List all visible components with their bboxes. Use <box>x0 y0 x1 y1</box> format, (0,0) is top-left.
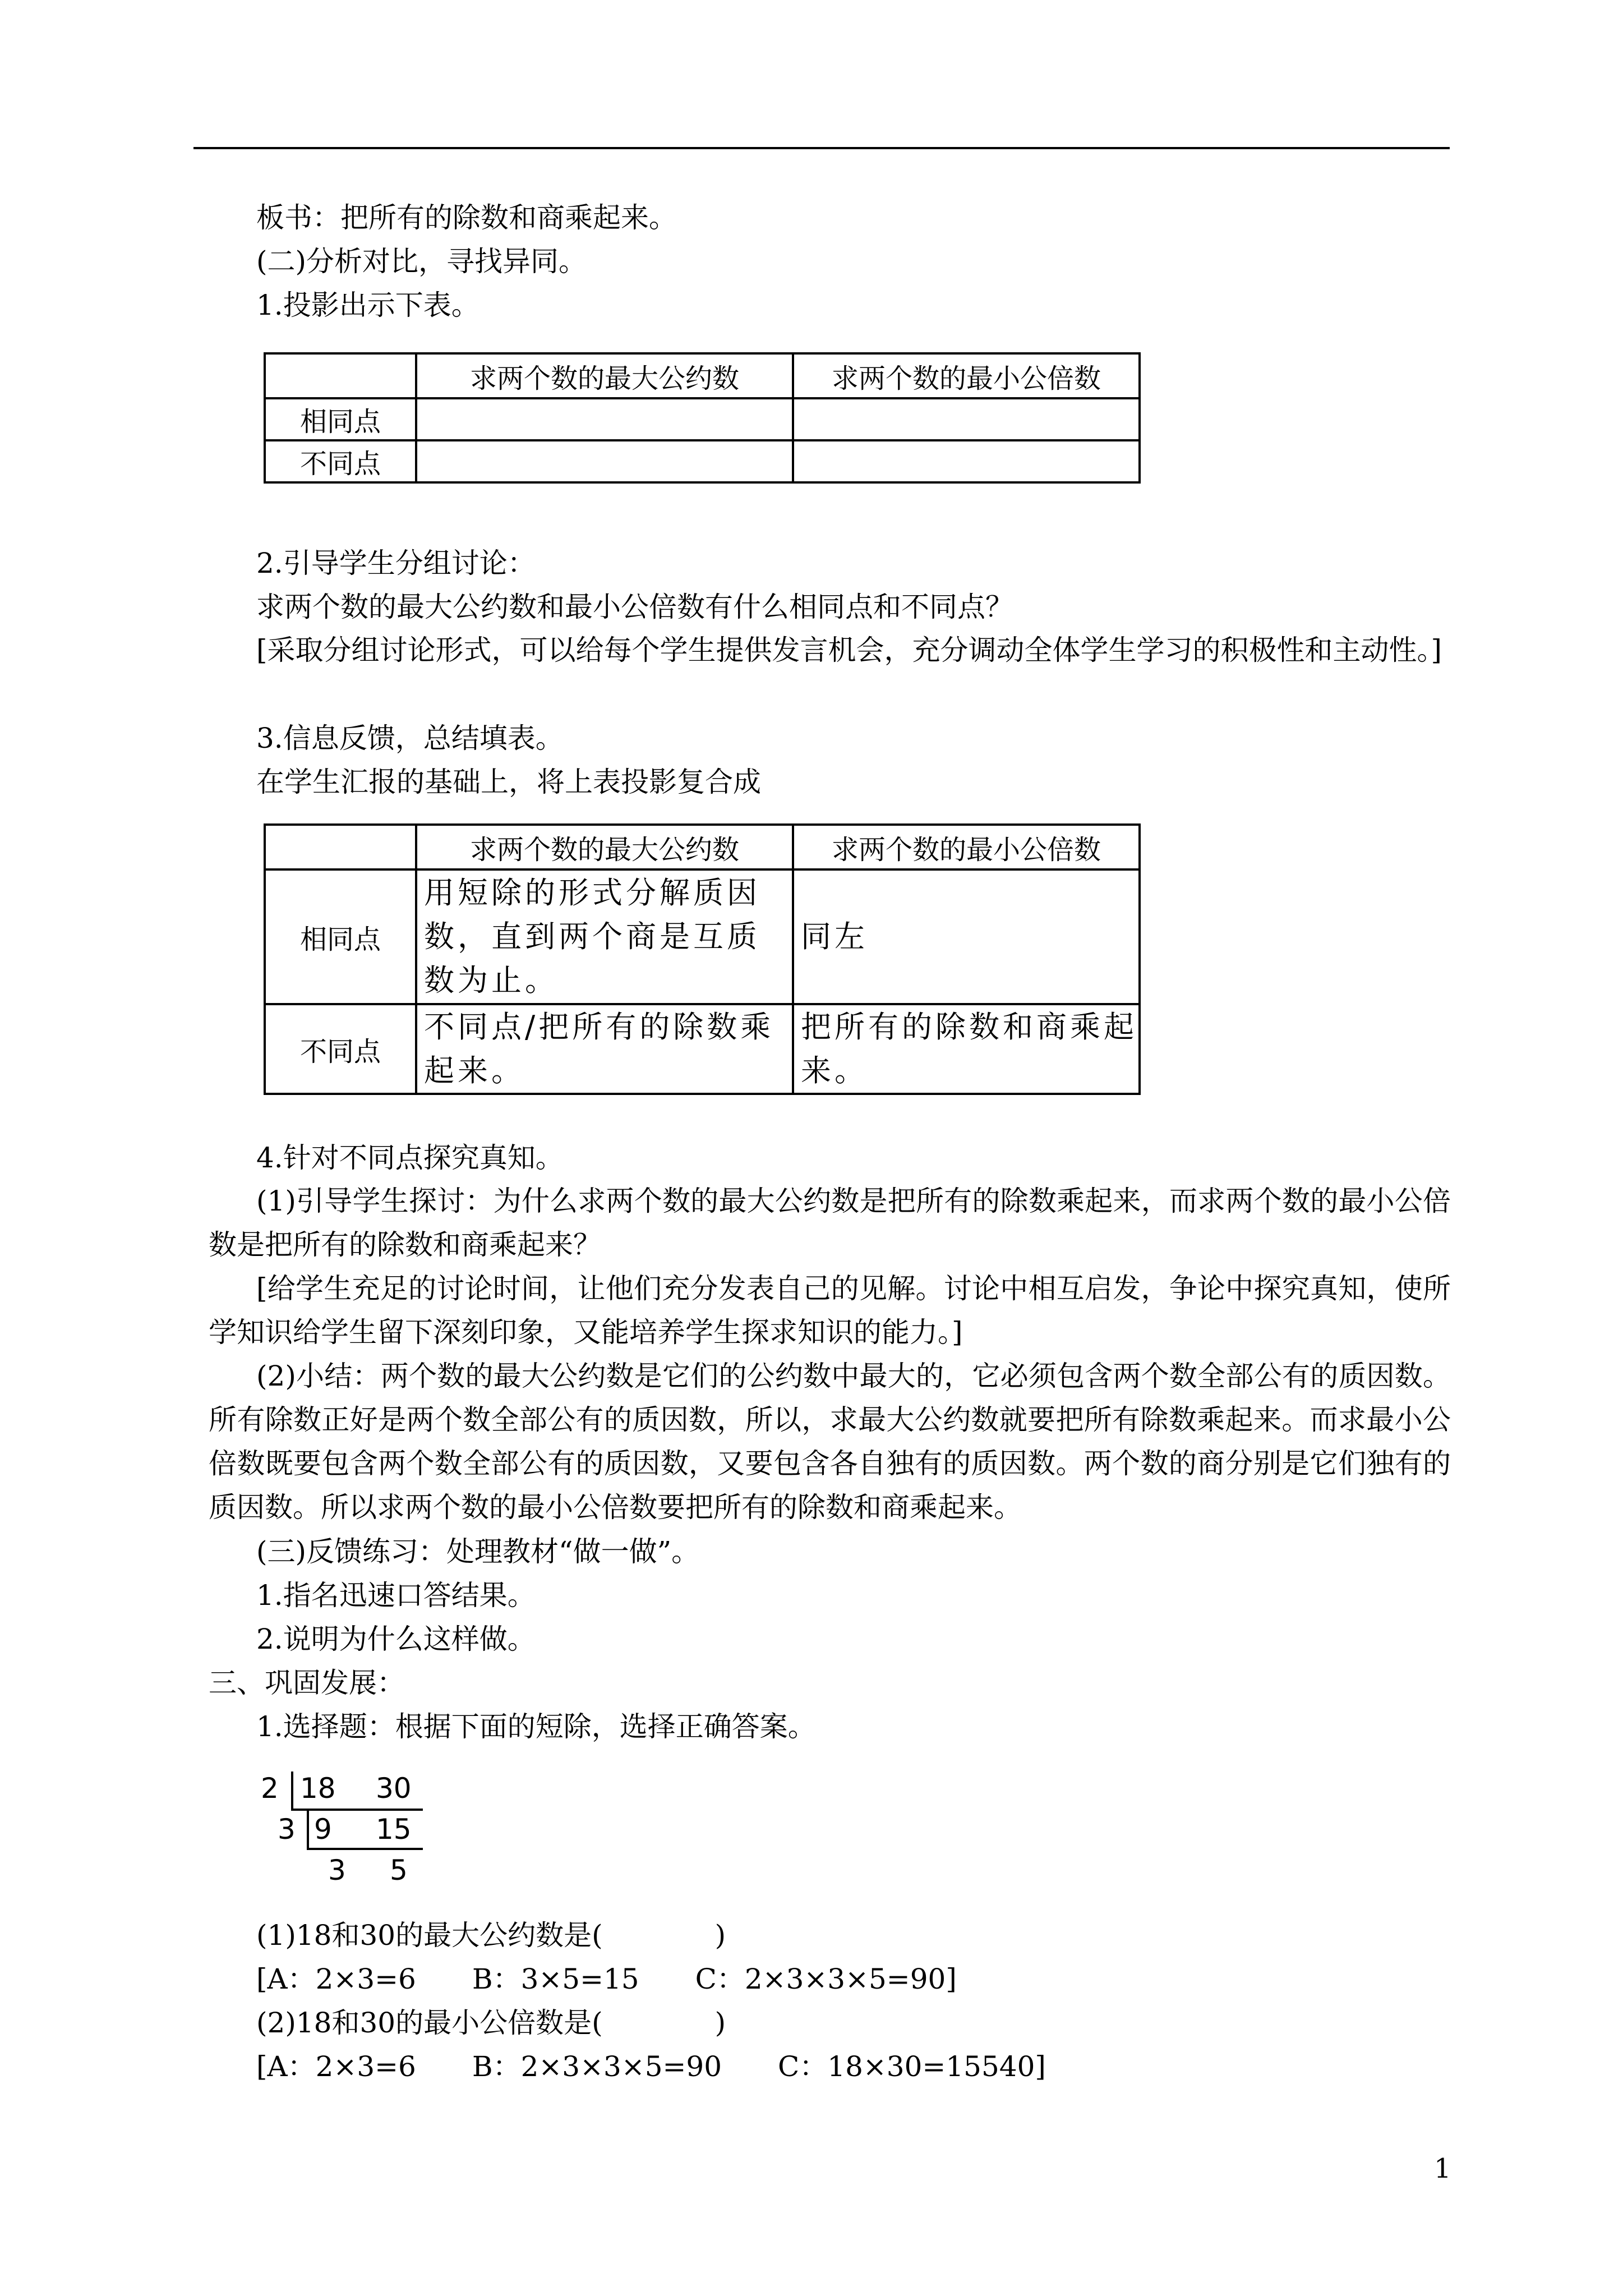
design-note-1: [采取分组讨论形式，可以给每个学生提供发言机会，充分调动全体学生学习的积极性和主动性。] <box>256 634 1442 666</box>
table-corner <box>265 825 416 869</box>
choice-question-intro: 1.选择题：根据下面的短除，选择正确答案。 <box>256 1710 816 1743</box>
final-quotient: 5 <box>390 1854 408 1887</box>
question-2: (2)18和30的最小公倍数是( ) <box>256 2007 726 2039</box>
step-2: 2.引导学生分组讨论： <box>256 547 536 579</box>
row-label: 不同点 <box>265 1004 416 1094</box>
table-cell <box>416 440 793 482</box>
table-cell: 不同点/把所有的除数乘起来。 <box>416 1004 793 1094</box>
discussion-question: 求两个数的最大公约数和最小公倍数有什么相同点和不同点？ <box>256 591 1013 623</box>
question-1: (1)18和30的最大公约数是( ) <box>256 1919 726 1952</box>
practice-1: 1.指名迅速口答结果。 <box>256 1579 536 1612</box>
table-header: 求两个数的最小公倍数 <box>793 825 1140 869</box>
table-cell <box>416 398 793 440</box>
header-rule <box>193 147 1450 149</box>
section-heading-2: (二)分析对比，寻找异同。 <box>256 245 587 278</box>
dividend: 30 <box>376 1772 412 1805</box>
question-2-options: [A：2×3=6 B：2×3×3×5=90 C：18×30=15540] <box>256 2050 1046 2083</box>
design-note-2: [给学生充足的讨论时间，让他们充分发表自己的见解。讨论中相互启发，争论中探究真知，使所学知识给学生留下深刻印象，又能培养学生探求知识的能力。] <box>209 1272 1451 1349</box>
quotient: 15 <box>376 1813 412 1846</box>
dividend: 18 <box>300 1772 336 1805</box>
question-1-options: [A：2×3=6 B：3×5=15 C：2×3×3×5=90] <box>256 1963 957 1995</box>
table-cell: 把所有的除数和商乘起来。 <box>793 1004 1140 1094</box>
practice-2: 2.说明为什么这样做。 <box>256 1623 536 1655</box>
table-cell: 同左 <box>793 869 1140 1004</box>
final-quotient: 3 <box>328 1854 346 1887</box>
guided-question: (1)引导学生探讨：为什么求两个数的最大公约数是把所有的除数乘起来，而求两个数的最小公倍数是把所有的除数和商乘起来？ <box>209 1185 1451 1261</box>
step-3-detail: 在学生汇报的基础上，将上表投影复合成 <box>256 766 761 798</box>
step-3: 3.信息反馈，总结填表。 <box>256 722 564 754</box>
page-number: 1 <box>1434 2153 1451 2184</box>
row-label: 相同点 <box>265 398 416 440</box>
table-cell: 用短除的形式分解质因数，直到两个商是互质数为止。 <box>416 869 793 1004</box>
summary: (2)小结：两个数的最大公约数是它们的公约数中最大的，它必须包含两个数全部公有的质因数。所有除数正好是两个数全部公有的质因数，所以，求最大公约数就要把所有除数乘起来。而求最小公倍数既要包含两个数全部公有的质因数，又要包含各自独有的质因数。两个数的商分别是它们独有的质因数。所以求两个数的最小公倍数要把所有的除数和商乘起来。 <box>209 1360 1451 1524</box>
comparison-table-filled <box>264 823 1141 1095</box>
divisor: 2 <box>261 1772 279 1805</box>
quotient: 9 <box>314 1813 332 1846</box>
table-cell <box>793 398 1140 440</box>
table-header: 求两个数的最小公倍数 <box>793 353 1140 398</box>
table-cell <box>793 440 1140 482</box>
comparison-table-empty <box>264 352 1141 484</box>
row-label: 不同点 <box>265 440 416 482</box>
board-note: 板书：把所有的除数和商乘起来。 <box>256 201 677 234</box>
section-heading-3: (三)反馈练习：处理教材“做一做”。 <box>256 1535 700 1568</box>
table-header: 求两个数的最大公约数 <box>416 353 793 398</box>
table-header: 求两个数的最大公约数 <box>416 825 793 869</box>
row-label: 相同点 <box>265 869 416 1004</box>
table-corner <box>265 353 416 398</box>
divisor: 3 <box>278 1813 296 1846</box>
short-division-diagram <box>255 1772 429 1895</box>
step-4: 4.针对不同点探究真知。 <box>256 1142 564 1174</box>
part-heading: 三、巩固发展： <box>209 1667 405 1699</box>
step-1: 1.投影出示下表。 <box>256 289 479 321</box>
